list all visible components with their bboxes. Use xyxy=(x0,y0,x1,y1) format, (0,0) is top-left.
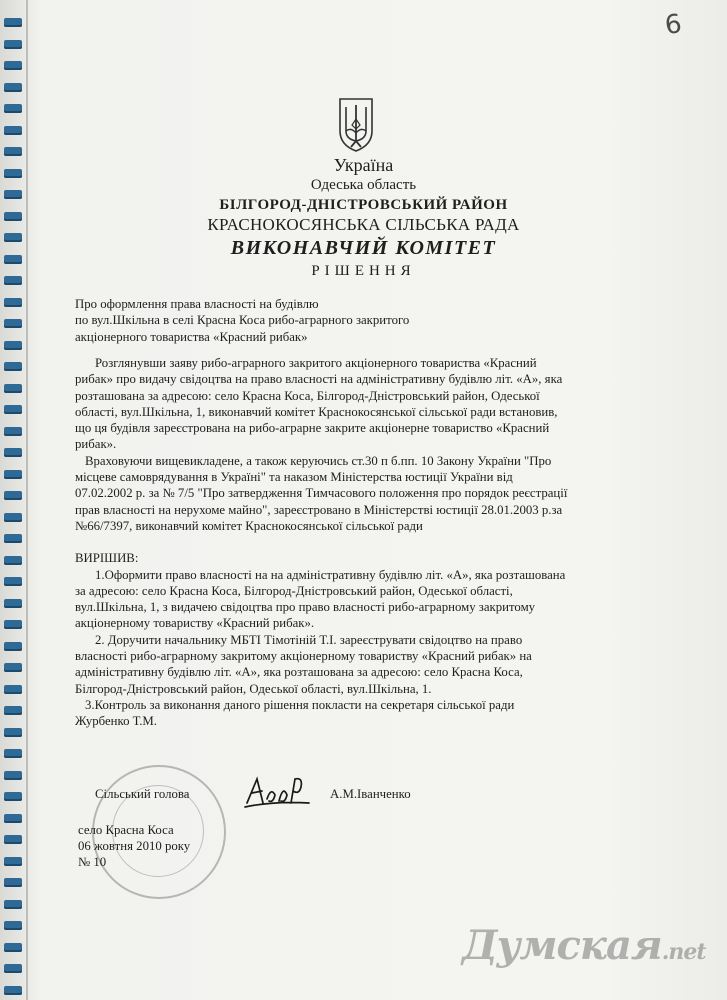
signatory-name: А.М.Іванченко xyxy=(330,787,411,801)
binding-loop xyxy=(4,857,22,866)
binding-loop xyxy=(4,900,22,909)
body-line: розташована за адресою: село Красна Коса, Білгород-Дністровський район, Одеської xyxy=(75,388,540,403)
binding-loop xyxy=(4,40,22,49)
binding-loop xyxy=(4,706,22,715)
binding-loop xyxy=(4,878,22,887)
binding-loop xyxy=(4,319,22,328)
binding-loop xyxy=(4,448,22,457)
body-line: власності рибо-аграрному закритому акціонерному товариству «Красний рибак» на xyxy=(75,649,532,664)
paragraph-legal-basis xyxy=(75,453,635,534)
signature-block xyxy=(95,787,515,827)
binding-loop xyxy=(4,835,22,844)
committee-title: ВИКОНАВЧИЙ КОМІТЕТ xyxy=(230,237,497,259)
body-line: 07.02.2002 р. за № 7/5 "Про затвердження Тимчасового положення про порядок реєстрації xyxy=(75,486,568,501)
body-line: Розглянувши заяву рибо-аграрного закритого акціонерного товариства «Красний xyxy=(95,356,537,370)
binding-loop xyxy=(4,341,22,350)
binding-loop xyxy=(4,104,22,113)
body-line: №66/7397, виконавчий комітет Краснокосянської сільської ради xyxy=(75,518,423,533)
binding-loop xyxy=(4,577,22,586)
binding-loop xyxy=(4,405,22,414)
handwritten-signature xyxy=(243,773,313,811)
binding-loop xyxy=(4,599,22,608)
binding-loop xyxy=(4,427,22,436)
binding-loop xyxy=(4,771,22,780)
signatory-position: Сільський голова xyxy=(95,787,190,801)
body-line: області, вул.Шкільна, 1, виконавчий комітет Краснокосянської сільської ради встановив, xyxy=(75,404,558,419)
spiral-binding xyxy=(0,0,26,1000)
binding-loop xyxy=(4,362,22,371)
binding-loop xyxy=(4,61,22,70)
binding-loop xyxy=(4,921,22,930)
body-line: рибак». xyxy=(75,437,117,452)
binding-loop xyxy=(4,620,22,629)
raion-title: БІЛГОРОД-ДНІСТРОВСЬКИЙ РАЙОН xyxy=(219,197,508,213)
council-title: КРАСНОКОСЯНСЬКА СІЛЬСЬКА РАДА xyxy=(207,215,520,234)
body-line: акціонерному товариству «Красний рибак». xyxy=(75,616,315,631)
resolved-heading: ВИРІШИВ: xyxy=(75,551,139,566)
binding-loop xyxy=(4,556,22,565)
binding-loop xyxy=(4,513,22,522)
binding-loop xyxy=(4,298,22,307)
item-3 xyxy=(75,697,635,730)
body-line: Білгород-Дністровський район, Одеської області, вул.Шкільна, 1. xyxy=(75,681,432,696)
country-title: Україна xyxy=(333,155,394,175)
watermark-tld: .net xyxy=(661,939,706,965)
subject-line: по вул.Шкільна в селі Красна Коса рибо-аграрного закритого xyxy=(75,313,410,328)
decision-subject xyxy=(75,296,495,345)
watermark-brand: Думская xyxy=(462,922,662,969)
binding-loop xyxy=(4,384,22,393)
binding-loop xyxy=(4,534,22,543)
paragraph-considering xyxy=(75,355,635,453)
decision-body xyxy=(75,355,635,730)
body-line: за адресою: село Красна Коса, Білгород-Дністровський район, Одеської області, xyxy=(75,583,513,598)
body-line: рибак» про видачу свідоцтва на право власності на адміністративну будівлю літ. «А», яка xyxy=(75,372,563,387)
binding-loop xyxy=(4,685,22,694)
binding-loop xyxy=(4,749,22,758)
subject-line: акціонерного товариства «Красний рибак» xyxy=(75,329,308,344)
binding-loop xyxy=(4,663,22,672)
body-line: що ця будівля зареєстрована на рибо-аграрне закрите акціонерне товариство «Красний xyxy=(75,421,550,436)
subject-line: Про оформлення права власності на будівлю xyxy=(75,297,319,311)
binding-loop xyxy=(4,728,22,737)
binding-loop xyxy=(4,814,22,823)
body-line: адміністративну будівлю літ. «А», яка розташована за адресою: село Красна Коса, xyxy=(75,665,523,680)
body-line: вул.Шкільна, 1, з видачею свідоцтва про право власності рибо-аграрному закритому xyxy=(75,600,536,615)
oblast-title: Одеська область xyxy=(310,177,417,193)
body-line: Враховуючи вищевикладене, а також керуючись ст.30 п б.пп. 10 Закону України "Про xyxy=(85,453,552,468)
binding-loop xyxy=(4,18,22,27)
binding-loop xyxy=(4,126,22,135)
issue-date: 06 жовтня 2010 року xyxy=(78,839,191,853)
coat-of-arms-icon xyxy=(337,97,375,153)
body-line: Журбенко Т.М. xyxy=(75,714,157,729)
binding-loop xyxy=(4,642,22,651)
binding-loop xyxy=(4,964,22,973)
body-line: прав власності на нерухоме майно", зареєстровано в Міністерстві юстиції 28.01.2003 р.за xyxy=(75,502,563,517)
issue-place: село Красна Коса xyxy=(78,823,174,837)
binding-loop xyxy=(4,491,22,500)
decision-number: № 10 xyxy=(78,855,107,869)
item-1 xyxy=(75,567,635,632)
body-line: 2. Доручити начальнику МБТІ Тімотіній Т.І. зареєструвати свідоцтво на право xyxy=(95,632,523,647)
item-2 xyxy=(75,632,635,697)
binding-loop xyxy=(4,470,22,479)
document-footer xyxy=(78,822,190,870)
binding-edge xyxy=(26,0,28,1000)
body-line: місцеве самоврядування в Україні" та наказом Міністерства юстиції України від xyxy=(75,470,513,485)
binding-loop xyxy=(4,83,22,92)
site-watermark xyxy=(462,922,706,969)
body-line: 3.Контроль за виконання даного рішення покласти на секретаря сільської ради xyxy=(85,697,515,712)
binding-loop xyxy=(4,943,22,952)
binding-loop xyxy=(4,986,22,995)
binding-loop xyxy=(4,792,22,801)
body-line: 1.Оформити право власності на на адміністративну будівлю літ. «А», яка розташована xyxy=(95,567,566,582)
document-header xyxy=(0,155,727,281)
handwritten-page-number: 6 xyxy=(662,8,684,42)
decision-title: РІШЕННЯ xyxy=(311,263,416,279)
